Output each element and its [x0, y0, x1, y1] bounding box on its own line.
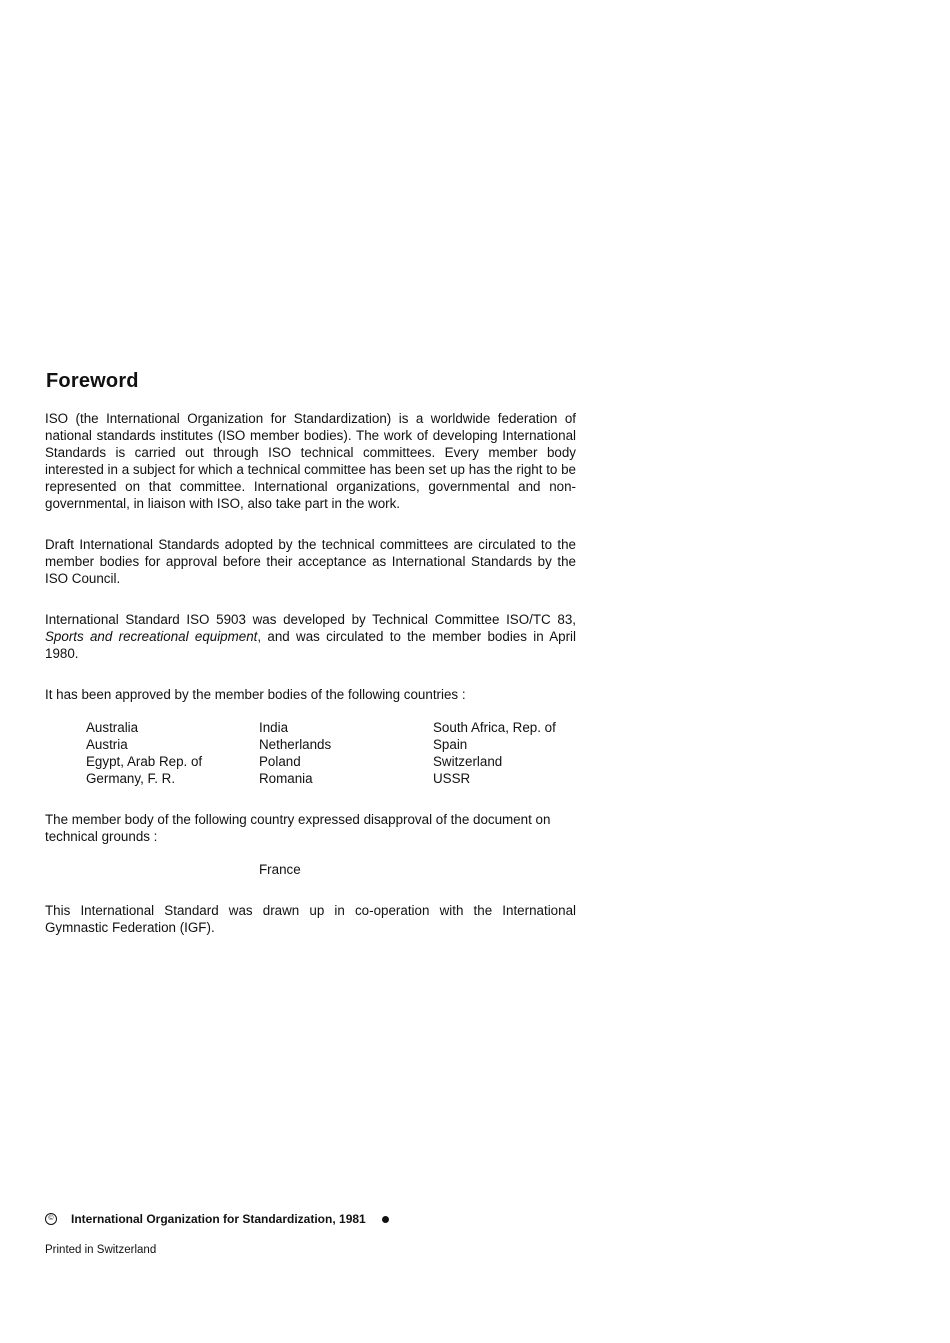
countries-column-1 — [86, 719, 259, 787]
country-item: Egypt, Arab Rep. of — [86, 754, 203, 769]
country-item: Austria — [86, 737, 128, 752]
country-item: USSR — [433, 771, 471, 786]
country-item: Germany, F. R. — [86, 771, 176, 786]
paragraph-approval: It has been approved by the member bodies of the following countries : — [45, 687, 466, 702]
paragraph-iso-intro: ISO (the International Organization for Standardization) is a worldwide federation of national standards institutes (ISO member bodies). The work of developing International Standards is carried out through ISO technical committees. Every member body interested in a subject for which a technical committee has been set up has the right to be represented on that committee. International organizations, governmental and non-governmental, in liaison with ISO, also take part in the work. — [45, 411, 576, 511]
country-item: Switzerland — [433, 754, 503, 769]
page-title: Foreword — [46, 370, 139, 392]
country-item: India — [259, 720, 289, 735]
paragraph-draft-standards: Draft International Standards adopted by the technical committees are circulated to the member bodies for approval before their acceptance as International Standards by the ISO Council. — [45, 537, 576, 586]
countries-column-2 — [259, 719, 433, 787]
development-prefix: International Standard ISO 5903 was developed by Technical Committee ISO/TC 83, — [45, 612, 576, 627]
country-item: Romania — [259, 771, 313, 786]
bullet-icon — [382, 1216, 389, 1223]
country-item: Poland — [259, 754, 301, 769]
country-item: Spain — [433, 737, 468, 752]
printed-location: Printed in Switzerland — [45, 1244, 157, 1256]
development-suffix: , and was circulated to the member bodies in April 1980. — [45, 629, 576, 661]
paragraph-development — [45, 611, 576, 662]
approving-countries-list — [86, 719, 576, 787]
foreword-section — [45, 370, 576, 960]
country-item: South Africa, Rep. of — [433, 720, 556, 735]
paragraph-disapproval: The member body of the following country expressed disapproval of the document on technical grounds : — [45, 812, 551, 844]
copyright-line — [45, 1212, 389, 1226]
committee-title: Sports and recreational equipment — [45, 629, 258, 644]
country-item: Netherlands — [259, 737, 332, 752]
paragraph-cooperation: This International Standard was drawn up in co-operation with the International Gymnastic Federation (IGF). — [45, 903, 576, 935]
copyright-text: International Organization for Standardization, 1981 — [71, 1212, 366, 1226]
copyright-icon: © — [45, 1213, 57, 1225]
disapproving-country: France — [259, 862, 301, 877]
country-item: Australia — [86, 720, 139, 735]
countries-column-3 — [433, 719, 583, 787]
